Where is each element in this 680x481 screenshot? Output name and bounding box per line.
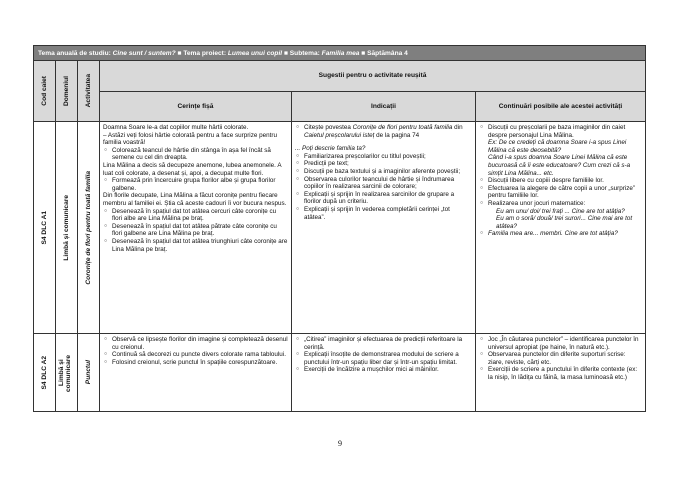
header-cod-caiet: Cod caiet bbox=[34, 61, 56, 122]
subtheme-label: Subtema: bbox=[289, 49, 320, 57]
list-item: ○ Observarea culorilor teancului de hârtie și îndrumarea copiilor în realizarea sarcinii de colorare; bbox=[304, 176, 472, 191]
row2-domain: Limbă și comunicare bbox=[56, 334, 78, 412]
row2-continuari bbox=[476, 334, 646, 412]
week-label: Săptămâna 4 bbox=[367, 49, 408, 57]
list-item: ○ Desenează în spațiul dat tot atâtea cercuri câte coronițe cu flori albe are Lina Mălina pe braț. bbox=[112, 208, 288, 223]
header-cerinte: Cerințe fișă bbox=[100, 91, 292, 122]
list-item: ○ „Citirea” imaginilor și efectuarea de predicții referitoare la cerință. bbox=[304, 336, 472, 351]
list-item: ○ Efectuarea la alegere de către copii a unor „surprize” pentru familiile lor. bbox=[488, 185, 642, 200]
page-number: 9 bbox=[338, 439, 342, 448]
annual-theme-label: Tema anuală de studiu: bbox=[38, 49, 111, 57]
row2-cerinte bbox=[100, 334, 292, 412]
row1-code: S4 DLC A1 bbox=[34, 122, 56, 334]
row1-domain: Limbă și comunicare bbox=[56, 122, 78, 334]
list-item: ○ Citește povestea Coronițe de flori pentru toată familia din Caietul preșcolarului isteț de la pagina 74 bbox=[304, 124, 472, 139]
header-indicatii: Indicații bbox=[292, 91, 476, 122]
project-theme-label: Tema proiect: bbox=[183, 49, 227, 57]
table-row bbox=[34, 122, 646, 334]
list-item: ○ Joc „În căutarea punctelor” – identificarea punctelor în universul apropiat (pe haine, în natură etc.). bbox=[488, 336, 642, 351]
list-item: ○ Formează prin încercuire grupa florilor albe și grupa florilor galbene. bbox=[112, 177, 288, 192]
header-domeniul: Domeniul bbox=[56, 61, 78, 122]
row2-indicatii bbox=[292, 334, 476, 412]
list-item: ○ Exerciții de încălzire a mușchilor mici ai mâinilor. bbox=[304, 366, 472, 374]
list-item: ○ Desenează în spațiul dat tot atâtea triunghiuri câte coronițe are Lina Mălina pe braț. bbox=[112, 238, 288, 253]
list-item: ○ Discuții libere cu copiii despre familiile lor. bbox=[488, 177, 642, 185]
list-item: ○ Familia mea are... membri. Cine are tot atâția? bbox=[488, 230, 642, 238]
project-theme-value: Lumea unui copil bbox=[227, 49, 283, 57]
list-item: ○ Colorează teancul de hârtie din stânga în așa fel încât să semene cu cel din dreapta. bbox=[112, 147, 288, 162]
list-item: ○ Discuții cu preșcolarii pe baza imaginilor din caiet despre personajul Lina Mălina. Ex: De ce credeți că doamna Soare i-a spus Linei Mălina că este deosebită? Când i-a spus doamna Soare Linei Mălina că este bucuroasă că îi este educatoare? Cum crezi că s-a simțit Lina Mălina... etc. bbox=[488, 124, 642, 177]
list-item: ○ Discuții pe baza textului și a imaginilor aferente poveștii; bbox=[304, 168, 472, 176]
list-item: ○ Folosind creionul, scrie punctul în spațiile corespunzătoare. bbox=[112, 359, 288, 367]
theme-banner: Tema anuală de studiu: Cine sunt / suntem? ■ Tema proiect: Lumea unui copil ■ Subtema: Familia mea ■ Săptămâna 4 bbox=[34, 46, 646, 61]
lesson-plan-table bbox=[33, 45, 646, 412]
row2-code: S4 DLC A2 bbox=[34, 334, 56, 412]
table-row bbox=[34, 334, 646, 412]
list-item: ○ Realizarea unor jocuri matematice: Eu am unu/ doi/ trei frați ... Cine are tot atâția? Eu am o soră/ două/ trei surori... Cine mai are tot atâtea? bbox=[488, 200, 642, 230]
row1-activity: Coronițe de flori pentru toată familia bbox=[78, 122, 100, 334]
row1-continuari bbox=[476, 122, 646, 334]
list-item: ○ Desenează în spațiul dat tot atâtea pătrate câte coronițe cu flori galbene are Lina Mălina pe braț. bbox=[112, 223, 288, 238]
list-item: ○ Explicații însoțite de demonstrarea modului de scriere a punctului într-un spațiu liber dar și într-un spațiu limitat. bbox=[304, 351, 472, 366]
list-item: ○ Predicții pe text; bbox=[304, 160, 472, 168]
list-item: ○ Observă ce lipsește florilor din imagine și completează desenul cu creionul. bbox=[112, 336, 288, 351]
row2-activity: Punctul bbox=[78, 334, 100, 412]
list-item: ○ Continuă să decorezi cu puncte divers colorate rama tabloului. bbox=[112, 351, 288, 359]
row1-indicatii: ○ Citește povestea Coronițe de flori pentru toată familia din Caietul preșcolarului isteț de la pagina 74 ... Poți descrie familia ta? ○ Familiarizarea preșcolarilor cu titlul poveștii; ○ Predicții pe text; ○ Discuții pe baza textului și a imaginilor aferente poveștii; ○ Observarea culorilor teancului de hârtie și îndrumarea copiilor în realizarea sarcinii de colorare; ○ Explicații și sprijin în realizarea sarcinilor de grupare a florilor după un criteriu. ○ Explicații și sprijin în vederea completării cerinței „tot atâtea”. bbox=[292, 122, 476, 334]
row1-cerinte: Doamna Soare le-a dat copiilor multe hârtii colorate. – Astăzi veți folosi hârtie colorată pentru a face surprize pentru familia voastră! ○ Colorează teancul de hârtie din stânga în așa fel încât să semene cu cel din dreapta. Lina Mălina a decis să decupeze anemone, lubea anemonele. A luat coli colorate, a desenat și, apoi, a decupat multe flori. ○ Formează prin încercuire grupa florilor albe și grupa florilor galbene. Din florile decupate, Lina Mălina a făcut coronițe pentru fiecare membru al familiei ei. Știa că aceste cadouri îi vor bucura nespus. ○ Desenează în spațiul dat tot atâtea cercuri câte coronițe cu flori albe are Lina Mălina pe braț. ○ Desenează în spațiul dat tot atâtea pătrate câte coronițe cu flori galbene are Lina Mălina pe braț. ○ Desenează în spațiul dat tot atâtea triunghiuri câte coronițe are Lina Mălina pe braț. bbox=[100, 122, 292, 334]
header-continuari: Continuări posibile ale acestei activități bbox=[476, 91, 646, 122]
list-item: ○ Explicații și sprijin în vederea completării cerinței „tot atâtea”. bbox=[304, 206, 472, 221]
header-activitatea: Activitatea bbox=[78, 61, 100, 122]
list-item: ○ Exerciții de scriere a punctului în diferite contexte (ex: la nisip, în lădița cu făină, la masa luminoasă etc.) bbox=[488, 366, 642, 381]
list-item: ○ Explicații și sprijin în realizarea sarcinilor de grupare a florilor după un criteriu. bbox=[304, 191, 472, 206]
header-sugestii: Sugestii pentru o activitate reușită bbox=[100, 61, 646, 92]
subtheme-value: Familia mea bbox=[321, 49, 360, 57]
list-item: ○ Familiarizarea preșcolarilor cu titlul poveștii; bbox=[304, 153, 472, 161]
list-item: ○ Observarea punctelor din diferite suporturi scrise: ziare, reviste, cărți etc. bbox=[488, 351, 642, 366]
annual-theme-value: Cine sunt / suntem? bbox=[112, 49, 176, 57]
